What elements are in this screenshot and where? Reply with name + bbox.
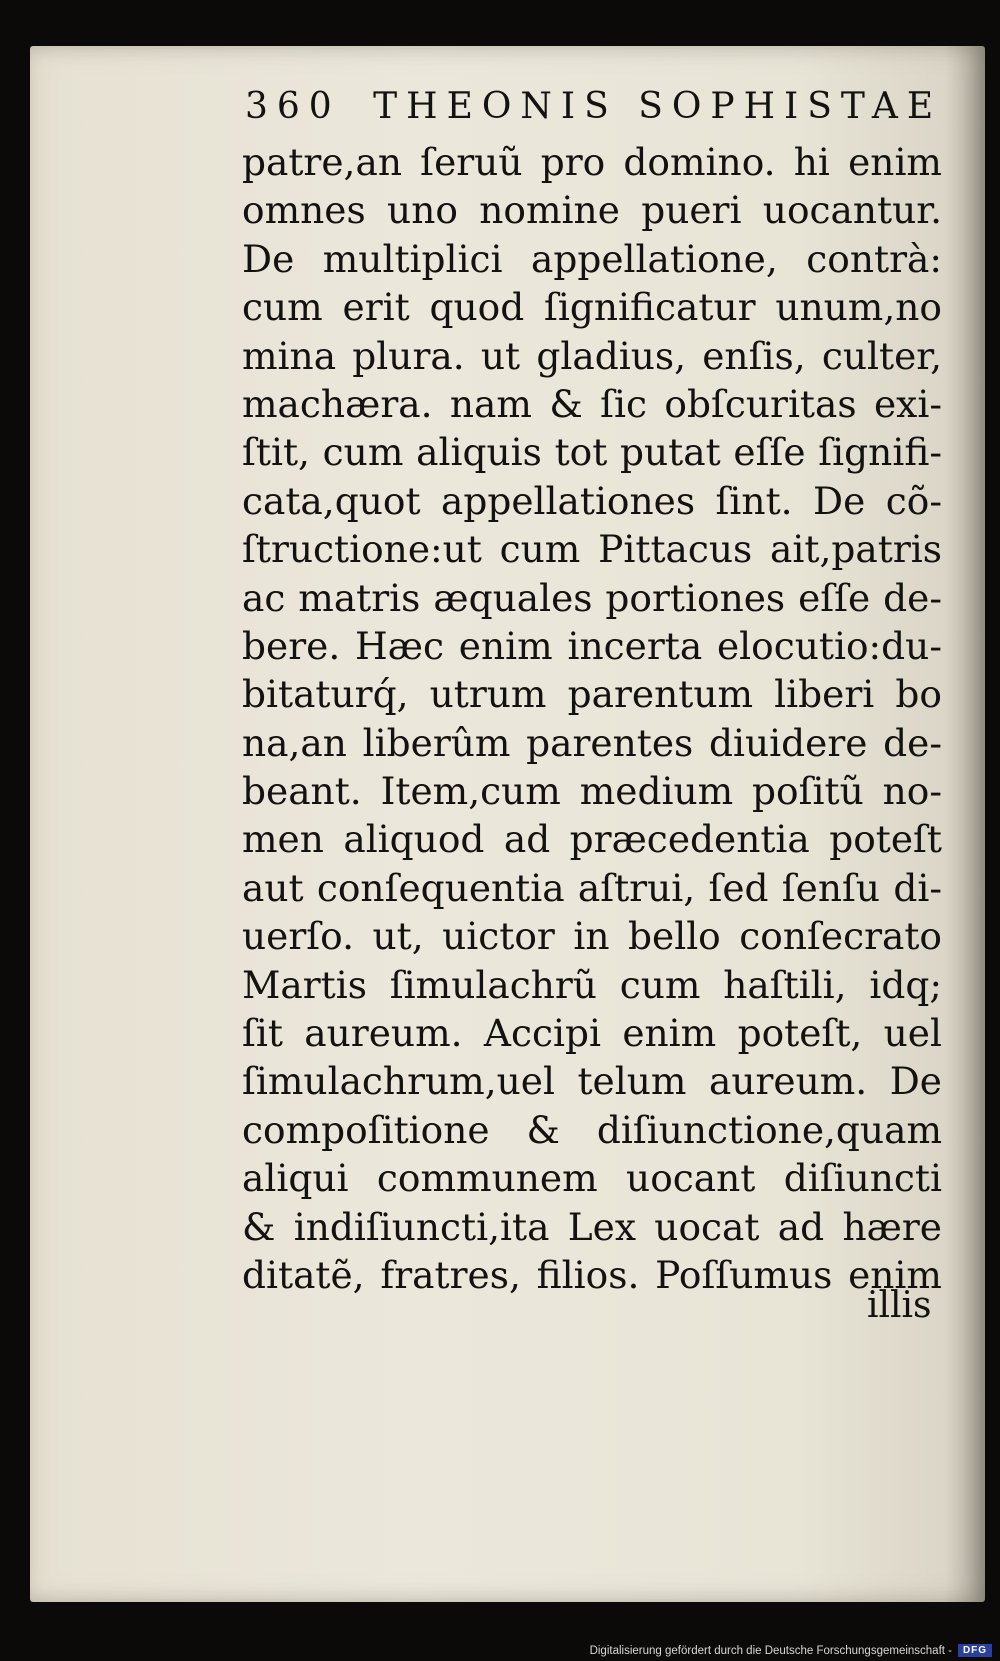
text-line: compoſitione & diſiunctione,quam — [242, 1107, 942, 1152]
text-line: ſimulachrum,uel telum aureum. De — [242, 1059, 942, 1104]
text-line: aut conſequentia aſtrui, ſed ſenſu di- — [242, 865, 942, 910]
page-number: 360 — [245, 86, 341, 127]
text-line: bere. Hæc enim incerta elocutio:du- — [242, 623, 942, 668]
text-line: De multiplici appellatione, contrà: — [242, 236, 942, 281]
digitization-credit: Digitalisierung gefördert durch die Deutsche Forschungsgemeinschaft - — [589, 1645, 952, 1657]
book-page — [30, 46, 985, 1602]
text-line: aliqui communem uocant diſiuncti — [242, 1156, 942, 1201]
text-line: ditatẽ, fratres, filios. Poſſumus enim — [242, 1252, 942, 1297]
text-line: uerſo. ut, uictor in bello conſecrato — [242, 914, 942, 959]
body-text — [242, 138, 942, 1299]
running-head — [245, 86, 943, 127]
text-line: mina plura. ut gladius, enſis, culter, — [242, 333, 942, 378]
text-line: beant. Item,cum medium poſitũ no- — [242, 769, 942, 814]
page-edge-shadow — [945, 46, 985, 1602]
catchword: illis — [867, 1285, 932, 1326]
text-line: na,an liberûm parentes diuidere de- — [242, 720, 942, 765]
text-line: & indiſiuncti,ita Lex uocat ad hære — [242, 1204, 942, 1249]
dfg-logo: DFG — [958, 1644, 992, 1657]
text-line: cum erit quod ſignificatur unum,no — [242, 285, 942, 330]
text-line: ſtit, cum aliquis tot putat eſſe ſignifi- — [242, 430, 942, 475]
text-line: bitaturq́, utrum parentum liberi bo — [242, 672, 942, 717]
text-line: ſtructione:ut cum Pittacus ait,patris — [242, 527, 942, 572]
text-line: Martis ſimulachrũ cum haſtili, idq; — [242, 962, 942, 1007]
text-line: men aliquod ad præcedentia poteſt — [242, 817, 942, 862]
running-title: THEONIS SOPHISTAE — [373, 86, 943, 127]
text-line: ac matris æquales portiones eſſe de- — [242, 575, 942, 620]
text-line: machæra. nam & ſic obſcuritas exi- — [242, 381, 942, 426]
text-line: omnes uno nomine pueri uocantur. — [242, 188, 942, 233]
text-line: ſit aureum. Accipi enim poteſt, uel — [242, 1011, 942, 1056]
footer-bar — [0, 1637, 1000, 1661]
text-line: patre,an ſeruũ pro domino. hi enim — [242, 140, 942, 184]
text-line: cata,quot appellationes ſint. De cõ- — [242, 478, 942, 523]
